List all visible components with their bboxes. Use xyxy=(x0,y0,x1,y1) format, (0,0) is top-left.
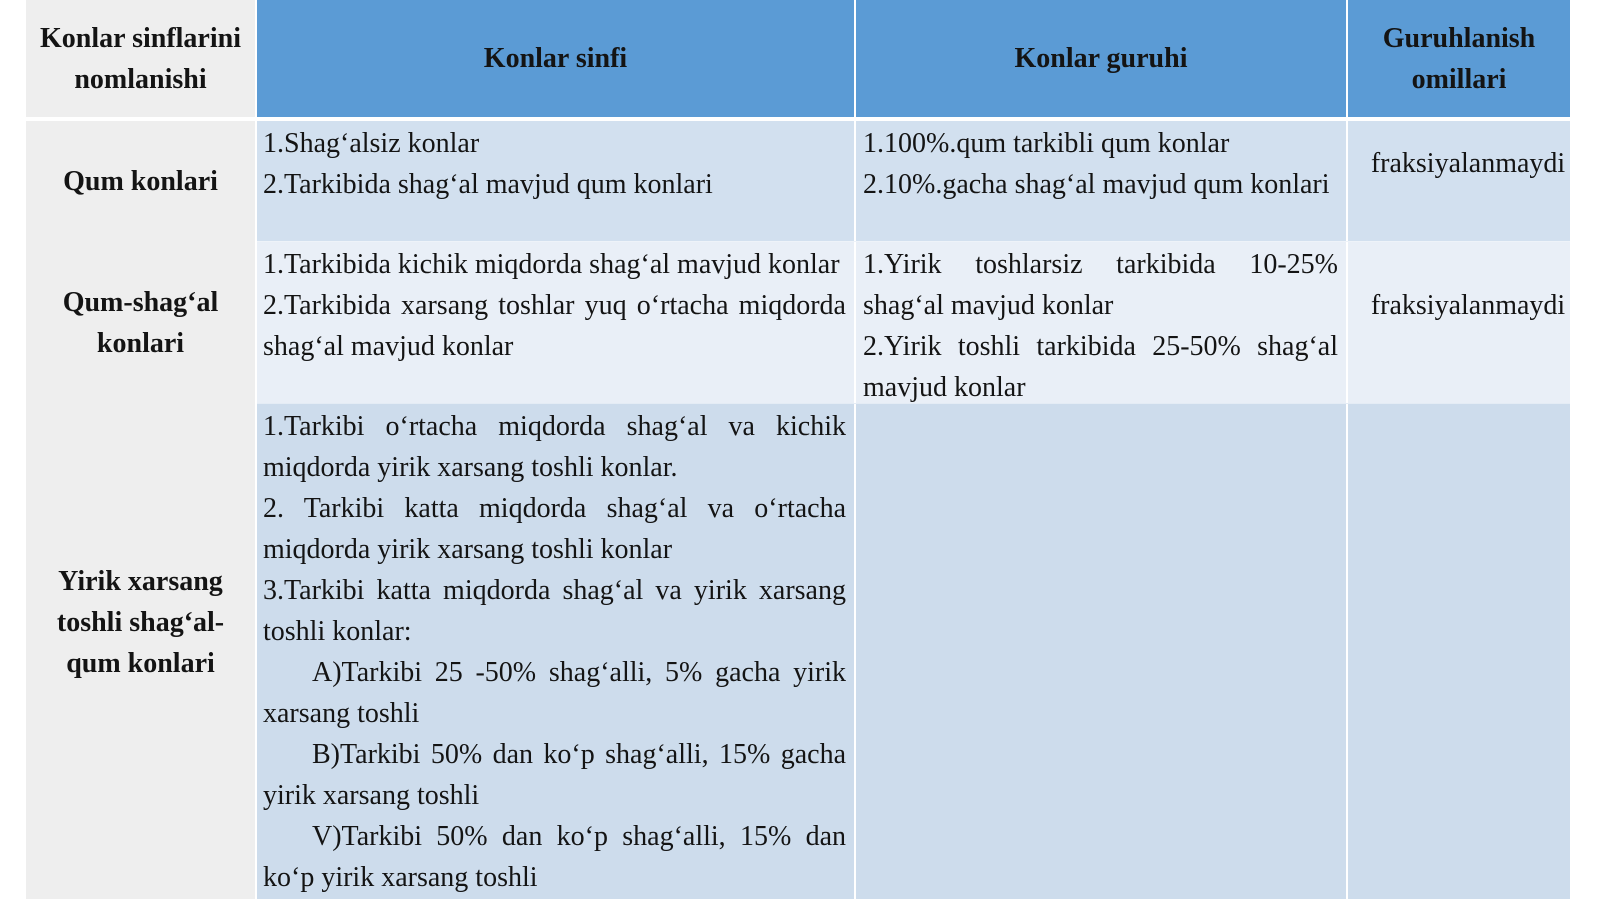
header-group xyxy=(856,0,1346,117)
class-subitem: A)Tarkibi 25 -50% shag‘alli, 5% gacha yirik xarsang toshli xyxy=(263,657,846,729)
header-group-text: Konlar guruhi xyxy=(1014,43,1188,74)
row-class-cell xyxy=(257,242,854,404)
class-item: 2.Tarkibida shag‘al mavjud qum konlari xyxy=(263,169,713,200)
row-name: Qum konlari xyxy=(63,166,218,197)
row-name-cell xyxy=(26,121,255,242)
factor-text: fraksiyalanmaydi xyxy=(1370,290,1566,321)
class-item: 1.Tarkibida kichik miqdorda shag‘al mavjud konlar xyxy=(263,249,840,280)
row-name: Yirik xarsang toshli shag‘al-qum konlari xyxy=(56,566,225,679)
row-name-cell xyxy=(26,404,255,899)
column-divider xyxy=(255,0,257,899)
column-divider xyxy=(854,0,856,899)
row-factor-cell xyxy=(1348,121,1570,242)
group-item: 1.100%.qum tarkibli qum konlar xyxy=(863,128,1230,159)
class-item: 3.Tarkibi katta miqdorda shag‘al va yirik xarsang toshli konlar: xyxy=(263,575,846,647)
header-naming-text: Konlar sinflarini nomlanishi xyxy=(40,22,241,95)
header-divider xyxy=(26,117,1570,121)
deposit-classification-table xyxy=(26,0,1570,899)
class-item: 1.Shag‘alsiz konlar xyxy=(263,128,480,159)
header-factors-text: Guruhlanish omillari xyxy=(1382,22,1536,95)
group-item: 2.10%.gacha shag‘al mavjud qum konlari xyxy=(863,169,1330,200)
column-divider xyxy=(1346,0,1348,899)
group-item: 1.Yirik toshlarsiz tarkibida 10-25% shag‘al mavjud konlar xyxy=(863,249,1338,321)
class-item: 2. Tarkibi katta miqdorda shag‘al va o‘rtacha miqdorda yirik xarsang toshli konlar xyxy=(263,493,846,565)
header-naming xyxy=(26,0,255,117)
row-divider xyxy=(257,403,1570,404)
class-item: 2.Tarkibida xarsang toshlar yuq o‘rtacha miqdorda shag‘al mavjud konlar xyxy=(263,290,846,362)
row-factor-cell xyxy=(1348,404,1570,899)
class-item: 1.Tarkibi o‘rtacha miqdorda shag‘al va kichik miqdorda yirik xarsang toshli konlar. xyxy=(263,411,846,483)
header-factors xyxy=(1348,0,1570,117)
factor-text: fraksiyalanmaydi xyxy=(1370,148,1566,179)
class-subitem: V)Tarkibi 50% dan ko‘p shag‘alli, 15% dan ko‘p yirik xarsang toshli xyxy=(263,821,846,893)
row-name: Qum-shag‘al konlari xyxy=(62,287,219,359)
header-class-text: Konlar sinfi xyxy=(483,43,628,74)
header-class xyxy=(257,0,854,117)
row-group-cell xyxy=(856,242,1346,404)
row-divider xyxy=(257,241,1570,242)
row-name-cell xyxy=(26,242,255,404)
row-class-cell xyxy=(257,404,854,899)
class-subitem: B)Tarkibi 50% dan ko‘p shag‘alli, 15% gacha yirik xarsang toshli xyxy=(263,739,846,811)
row-class-cell xyxy=(257,121,854,242)
row-group-cell xyxy=(856,404,1346,899)
row-factor-cell xyxy=(1348,242,1570,404)
group-item: 2.Yirik toshli tarkibida 25-50% shag‘al mavjud konlar xyxy=(863,331,1338,403)
row-group-cell xyxy=(856,121,1346,242)
